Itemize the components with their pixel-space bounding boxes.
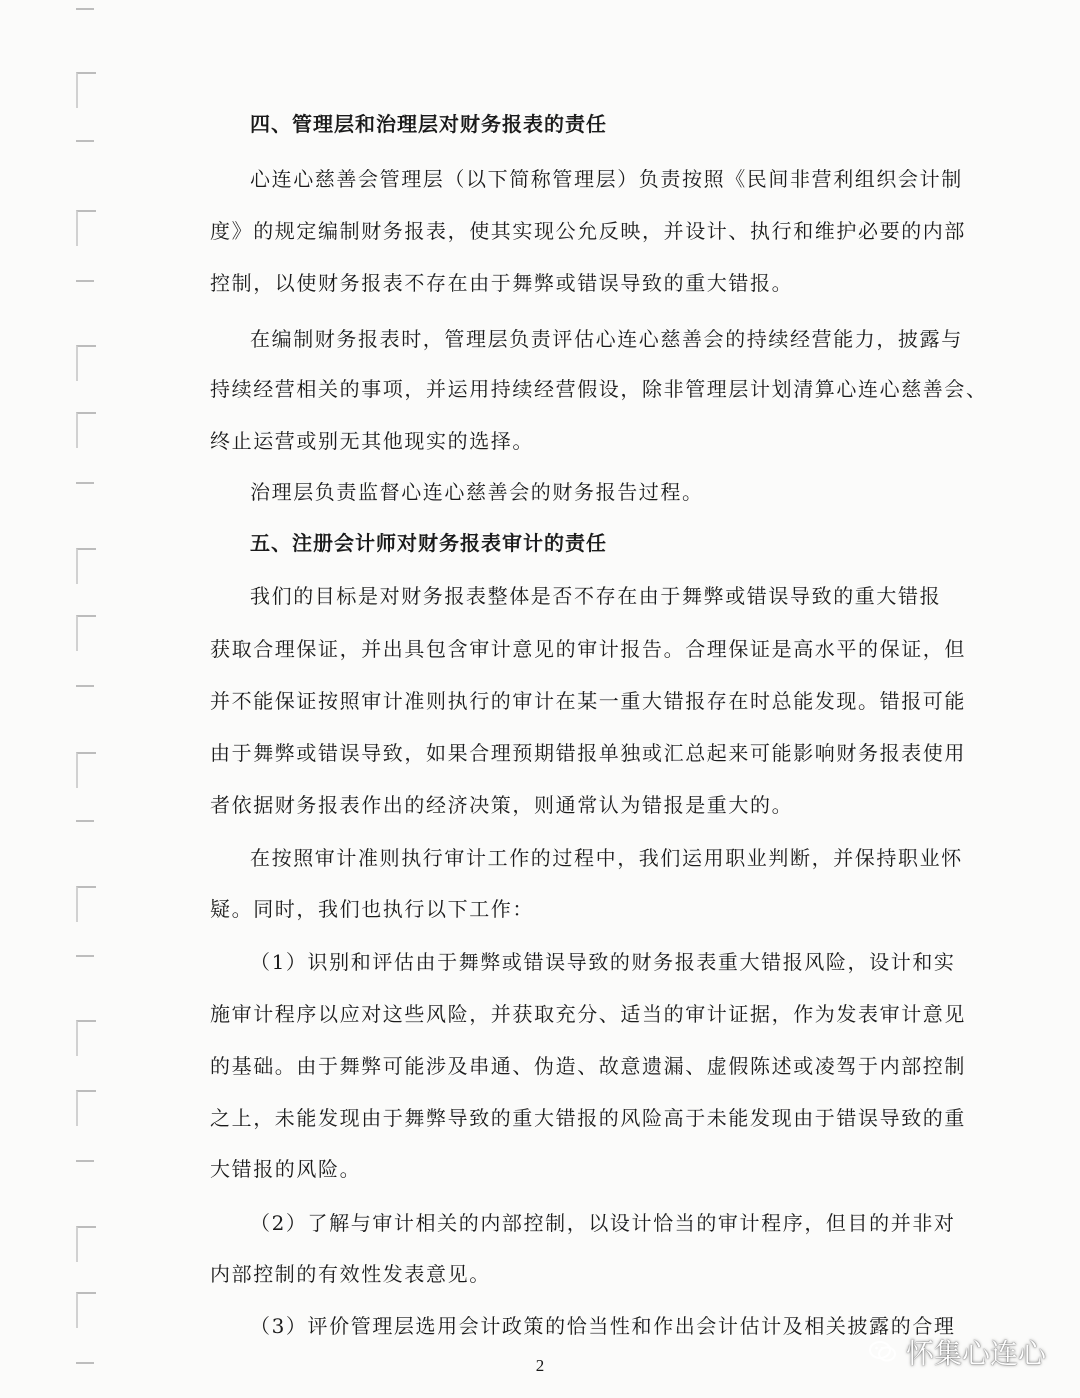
paragraph-line: （1）识别和评估由于舞弊或错误导致的财务报表重大错报风险，设计和实 bbox=[250, 950, 956, 974]
paragraph-line: 大错报的风险。 bbox=[210, 1157, 362, 1181]
paragraph-line: 由于舞弊或错误导致，如果合理预期错报单独或汇总起来可能影响财务报表使用 bbox=[210, 741, 966, 765]
section-4-heading: 四、管理层和治理层对财务报表的责任 bbox=[250, 112, 607, 136]
paragraph-line: 内部控制的有效性发表意见。 bbox=[210, 1262, 491, 1286]
paragraph-line: 在按照审计准则执行审计工作的过程中，我们运用职业判断，并保持职业怀 bbox=[250, 846, 963, 870]
section-5-heading: 五、注册会计师对财务报表审计的责任 bbox=[250, 531, 607, 555]
paragraph-line: （2）了解与审计相关的内部控制，以设计恰当的审计程序，但目的并非对 bbox=[250, 1211, 956, 1235]
wechat-icon bbox=[868, 1339, 898, 1365]
paragraph-line: 治理层负责监督心连心慈善会的财务报告过程。 bbox=[250, 480, 704, 504]
paragraph-line: 疑。同时，我们也执行以下工作： bbox=[210, 897, 534, 921]
paragraph-line: 并不能保证按照审计准则执行的审计在某一重大错报存在时总能发现。错报可能 bbox=[210, 689, 966, 713]
page-number: 2 bbox=[535, 1356, 545, 1375]
watermark-text: 怀集心连心 bbox=[905, 1338, 1046, 1369]
paragraph-line: 度》的规定编制财务报表，使其实现公允反映，并设计、执行和维护必要的内部 bbox=[210, 219, 966, 243]
binding-edge bbox=[76, 0, 100, 1398]
watermark bbox=[868, 1332, 1046, 1372]
paragraph-line: 我们的目标是对财务报表整体是否不存在由于舞弊或错误导致的重大错报 bbox=[250, 584, 942, 608]
paragraph-line: 持续经营相关的事项，并运用持续经营假设，除非管理层计划清算心连心慈善会、 bbox=[210, 377, 988, 401]
paragraph-line: 在编制财务报表时，管理层负责评估心连心慈善会的持续经营能力，披露与 bbox=[250, 327, 963, 351]
paragraph-line: 施审计程序以应对这些风险，并获取充分、适当的审计证据，作为发表审计意见 bbox=[210, 1002, 966, 1026]
paragraph-line: 的基础。由于舞弊可能涉及串通、伪造、故意遗漏、虚假陈述或凌驾于内部控制 bbox=[210, 1054, 966, 1078]
paragraph-line: 者依据财务报表作出的经济决策，则通常认为错报是重大的。 bbox=[210, 793, 794, 817]
paragraph-line: （3）评价管理层选用会计政策的恰当性和作出会计估计及相关披露的合理 bbox=[250, 1314, 956, 1338]
paragraph-line: 之上，未能发现由于舞弊导致的重大错报的风险高于未能发现由于错误导致的重 bbox=[210, 1106, 966, 1130]
paragraph-line: 控制，以使财务报表不存在由于舞弊或错误导致的重大错报。 bbox=[210, 271, 794, 295]
paragraph-line: 终止运营或别无其他现实的选择。 bbox=[210, 429, 534, 453]
paragraph-line: 获取合理保证，并出具包含审计意见的审计报告。合理保证是高水平的保证，但 bbox=[210, 637, 966, 661]
paragraph-line: 心连心慈善会管理层（以下简称管理层）负责按照《民间非营利组织会计制 bbox=[250, 167, 963, 191]
